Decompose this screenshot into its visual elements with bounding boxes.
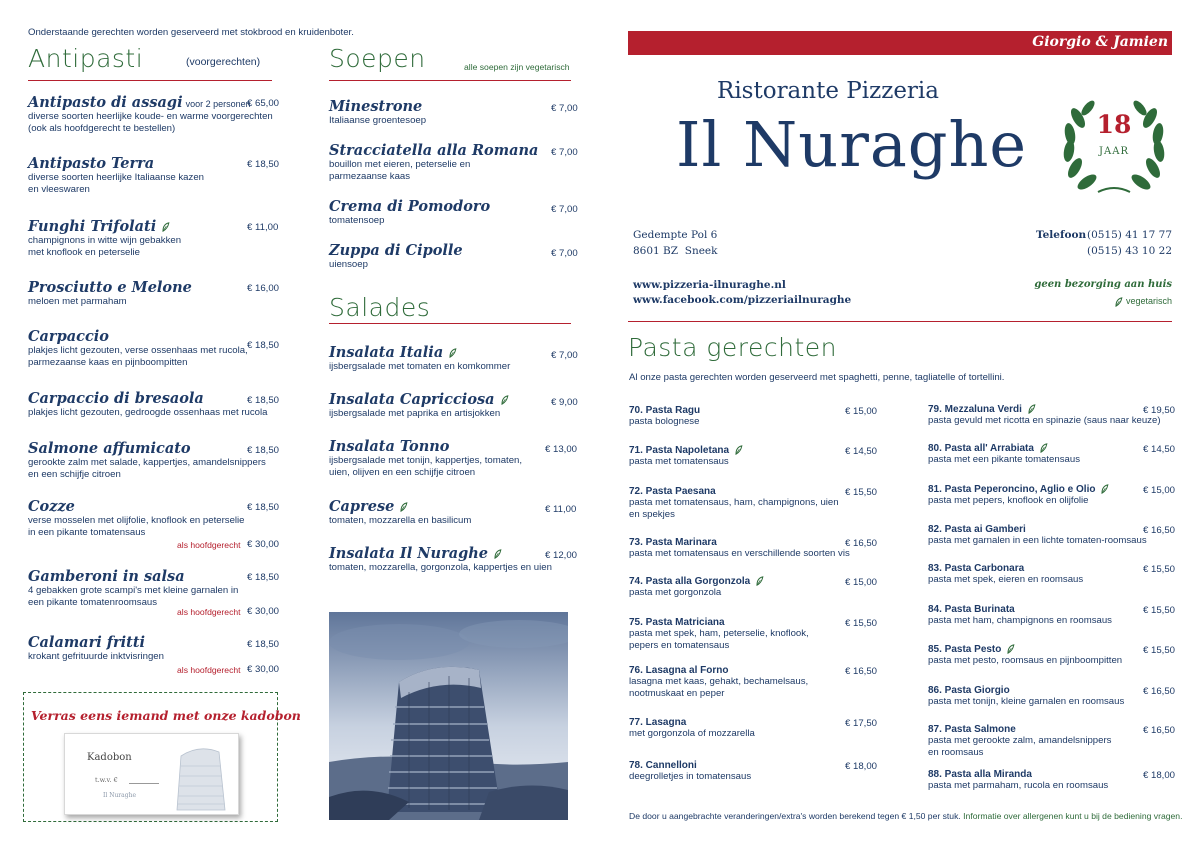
item-desc: tomaten, mozzarella en basilicum: [329, 515, 472, 526]
antipasti-title: Antipasti: [28, 44, 144, 73]
item-desc: pasta met tonijn, kleine garnalen en roomsaus: [928, 696, 1125, 707]
antipasti-rule: [28, 80, 272, 81]
pasta-item-84: [928, 604, 1172, 627]
item-price: € 18,50: [247, 445, 280, 456]
owners-label: Giorgio & Jamien: [1032, 34, 1168, 50]
anniversary-number: 18: [1096, 110, 1132, 139]
item-price: € 11,00: [247, 222, 279, 233]
item-name: 87. Pasta Salmone: [928, 724, 1016, 735]
vegetarian-leaf-icon: [399, 502, 408, 512]
item-name: Insalata Capricciosa: [329, 391, 495, 408]
item-name: 88. Pasta alla Miranda: [928, 769, 1032, 780]
item-desc: pasta met spek, ham, peterselie, knoflook,: [629, 628, 809, 639]
pasta-item-81: [928, 484, 1172, 507]
item-price: € 15,00: [845, 406, 878, 417]
salad-item-il-nuraghe: [329, 545, 574, 574]
item-price: € 15,50: [845, 618, 878, 629]
item-price: € 7,00: [551, 103, 578, 114]
menu-item-antipasto-assagi: [28, 94, 278, 135]
item-desc: pasta met pesto, roomsaus en pijnboompitten: [928, 655, 1123, 666]
gift-voucher-box: [23, 692, 301, 822]
item-desc: en vleeswaren: [28, 184, 90, 195]
item-price: € 18,00: [845, 761, 878, 772]
item-name: Caprese: [329, 498, 395, 515]
item-desc: ijsbergsalade met paprika en artisjokken: [329, 408, 501, 419]
item-desc: pepers en tomatensaus: [629, 640, 730, 651]
item-name: 77. Lasagna: [629, 717, 687, 728]
item-name: Gamberoni in salsa: [28, 568, 185, 585]
item-desc: 4 gebakken grote scampi's met kleine garnalen in: [28, 585, 239, 596]
vegetarian-leaf-icon: [1039, 443, 1048, 453]
item-desc: uiensoep: [329, 259, 368, 270]
item-desc: uien, olijven en een schijfje citroen: [329, 467, 476, 478]
item-name: 73. Pasta Marinara: [629, 537, 717, 548]
item-desc: deegrolletjes in tomatensaus: [629, 771, 752, 782]
item-desc: bouillon met eieren, peterselie en: [329, 159, 471, 170]
phone-number-1: (0515) 41 17 77: [1086, 229, 1172, 241]
pasta-item-87: [928, 724, 1172, 759]
pasta-item-83: [928, 563, 1172, 586]
item-price: € 18,50: [247, 639, 280, 650]
phone-label: Telefoon: [1036, 229, 1087, 241]
item-desc: plakjes licht gezouten, gedroogde ossenhaas met rucola: [28, 407, 268, 418]
item-name: Stracciatella alla Romana: [329, 142, 539, 159]
item-desc: champignons in witte wijn gebakken: [28, 235, 182, 246]
item-price: € 19,50: [1143, 405, 1176, 416]
voucher-card-line: [129, 783, 159, 784]
item-desc: pasta met parmaham, rucola en roomsaus: [928, 780, 1109, 791]
pasta-item-82: [928, 524, 1172, 547]
item-name: Insalata Tonno: [329, 438, 450, 455]
item-name: 84. Pasta Burinata: [928, 604, 1015, 615]
vegetarian-leaf-icon: [755, 576, 764, 586]
item-desc: tomatensoep: [329, 215, 385, 226]
main-course-price: € 30,00: [247, 664, 280, 675]
item-desc: met gorgonzola of mozzarella: [629, 728, 755, 739]
footer-allergens: Informatie over allergenen kunt u bij de bediening vragen.: [963, 811, 1183, 821]
item-desc: pasta met een pikante tomatensaus: [928, 454, 1080, 465]
vegetarian-leaf-icon: [734, 445, 743, 455]
item-price: € 7,00: [551, 248, 578, 259]
item-price: € 11,00: [545, 504, 577, 515]
item-desc: Italiaanse groentesoep: [329, 115, 427, 126]
item-price: € 9,00: [551, 397, 578, 408]
soup-item-minestrone: [329, 98, 574, 127]
restaurant-name: Il Nuraghe: [676, 108, 1028, 181]
item-price: € 7,00: [551, 350, 578, 361]
address-line-2: 8601 BZ Sneek: [633, 245, 718, 257]
item-price: € 18,50: [247, 340, 280, 351]
item-desc: pasta met tomatensaus en verschillende soorten vis: [629, 548, 850, 559]
item-name: 78. Cannelloni: [629, 760, 697, 771]
voucher-card-logo: Il Nuraghe: [103, 792, 137, 799]
item-name: Calamari fritti: [28, 634, 146, 651]
item-price: € 18,50: [247, 159, 280, 170]
vegetarian-leaf-icon: [1006, 644, 1015, 654]
soepen-note: alle soepen zijn vegetarisch: [464, 62, 570, 72]
salades-title: Salades: [329, 293, 431, 322]
item-desc: pasta bolognese: [629, 416, 700, 427]
item-desc: parmezaanse kaas: [329, 171, 411, 182]
item-desc: nootmuskaat en peper: [629, 688, 725, 699]
item-price: € 16,50: [845, 538, 878, 549]
soepen-title: Soepen: [329, 44, 426, 73]
item-desc: tomaten, mozzarella, gorgonzola, kappertjes en uien: [329, 562, 552, 573]
restaurant-subtitle: Ristorante Pizzeria: [717, 78, 939, 104]
item-price: € 14,50: [1143, 444, 1176, 455]
delivery-note: geen bezorging aan huis: [1034, 279, 1172, 290]
pasta-item-80: [928, 443, 1172, 466]
item-name: Carpaccio: [28, 328, 109, 345]
facebook-link[interactable]: www.facebook.com/pizzeriailnuraghe: [633, 294, 852, 306]
item-note: voor 2 personen: [185, 99, 251, 109]
item-name: 79. Mezzaluna Verdi: [928, 404, 1022, 415]
vegetarian-leaf-icon: [1027, 404, 1036, 414]
item-price: € 15,50: [845, 487, 878, 498]
menu-item-antipasto-terra: [28, 155, 278, 196]
item-desc: in een pikante tomatensaus: [28, 527, 146, 538]
item-name: 81. Pasta Peperoncino, Aglio e Olio: [928, 484, 1096, 495]
item-price: € 7,00: [551, 204, 578, 215]
soup-item-stracciatella: [329, 142, 574, 183]
gift-voucher-card: [64, 733, 239, 815]
item-name: Insalata Il Nuraghe: [329, 545, 489, 562]
menu-item-calamari: [28, 634, 278, 663]
salad-item-italia: [329, 344, 574, 373]
item-desc: pasta met gerookte zalm, amandelsnippers: [928, 735, 1112, 746]
item-name: Zuppa di Cipolle: [329, 242, 463, 259]
nuraghe-tower-photo: [329, 612, 568, 820]
item-price: € 18,00: [1143, 770, 1176, 781]
item-desc: diverse soorten heerlijke koude- en warme voorgerechten: [28, 111, 273, 122]
item-name: Carpaccio di bresaola: [28, 390, 204, 407]
vegetarian-leaf-icon: [493, 549, 502, 559]
item-desc: pasta met spek, eieren en roomsaus: [928, 574, 1084, 585]
main-course-label: als hoofdgerecht: [177, 607, 241, 617]
item-price: € 16,00: [247, 283, 280, 294]
item-desc: pasta met garnalen in een lichte tomaten-roomsaus: [928, 535, 1147, 546]
item-price: € 18,50: [247, 502, 280, 513]
item-name: Minestrone: [329, 98, 423, 115]
item-price: € 15,00: [845, 577, 878, 588]
main-course-label: als hoofdgerecht: [177, 665, 241, 675]
pasta-item-85: [928, 644, 1172, 667]
anniversary-laurel-icon: [1056, 88, 1172, 200]
item-price: € 65,00: [247, 98, 280, 109]
item-price: € 13,00: [545, 444, 578, 455]
main-course-price: € 30,00: [247, 539, 280, 550]
menu-item-salmone: [28, 440, 278, 481]
item-name: Cozze: [28, 498, 75, 515]
item-desc: pasta met tomatensaus: [629, 456, 729, 467]
address-line-1: Gedempte Pol 6: [633, 229, 718, 241]
pasta-item-79: [928, 404, 1172, 427]
item-desc: met knoflook en peterselie: [28, 247, 140, 258]
soup-item-crema-pomodoro: [329, 198, 574, 227]
item-desc: parmezaanse kaas en pijnboompitten: [28, 357, 188, 368]
item-price: € 16,50: [1143, 686, 1176, 697]
item-name: 83. Pasta Carbonara: [928, 563, 1025, 574]
menu-item-funghi: [28, 218, 278, 259]
item-price: € 14,50: [845, 446, 878, 457]
item-price: € 15,50: [1143, 564, 1176, 575]
anniversary-label: JAAR: [1099, 146, 1129, 157]
vegetarian-leaf-icon: [1114, 297, 1123, 307]
pasta-item-88: [928, 769, 1172, 792]
footer-note: [629, 811, 1183, 821]
item-desc: gerookte zalm met salade, kappertjes, amandelsnippers: [28, 457, 266, 468]
salad-item-capricciosa: [329, 391, 574, 420]
item-desc: pasta gevuld met ricotta en spinazie (saus naar keuze): [928, 415, 1161, 426]
vegetarian-leaf-icon: [1100, 484, 1109, 494]
item-desc: pasta met tomatensaus, ham, champignons, uien: [629, 497, 839, 508]
soup-item-zuppa-cipolle: [329, 242, 574, 271]
item-desc: pasta met pepers, knoflook en olijfolie: [928, 495, 1089, 506]
item-desc: lasagna met kaas, gehakt, bechamelsaus,: [629, 676, 809, 687]
gift-voucher-title: Verras eens iemand met onze kadobon: [31, 708, 301, 723]
item-name: 75. Pasta Matriciana: [629, 617, 725, 628]
main-course-label: als hoofdgerecht: [177, 540, 241, 550]
item-name: Insalata Italia: [329, 344, 444, 361]
antipasti-subtitle: (voorgerechten): [186, 56, 261, 68]
item-desc: verse mosselen met olijfolie, knoflook en peterselie: [28, 515, 245, 526]
item-desc: plakjes licht gezouten, verse ossenhaas met rucola,: [28, 345, 248, 356]
vegetarian-leaf-icon: [448, 348, 457, 358]
website-link[interactable]: www.pizzeria-ilnuraghe.nl: [633, 279, 786, 291]
item-name: 86. Pasta Giorgio: [928, 685, 1010, 696]
item-desc: en spekjes: [629, 509, 675, 520]
vegetarian-leaf-icon: [161, 222, 170, 232]
voucher-card-value: t.w.v. €: [95, 776, 118, 784]
item-name: 82. Pasta ai Gamberi: [928, 524, 1026, 535]
soepen-rule: [329, 80, 571, 81]
item-name: 85. Pasta Pesto: [928, 644, 1002, 655]
item-desc: krokant gefrituurde inktvisringen: [28, 651, 164, 662]
item-name: 72. Pasta Paesana: [629, 486, 716, 497]
item-price: € 18,50: [247, 395, 280, 406]
item-desc: ijsbergsalade met tonijn, kappertjes, tomaten,: [329, 455, 523, 466]
vegetarian-legend-label: vegetarisch: [1125, 296, 1172, 306]
pasta-intro: Al onze pasta gerechten worden geserveerd met spaghetti, penne, tagliatelle of tortellini.: [629, 372, 1005, 383]
item-price: € 18,50: [247, 572, 280, 583]
pasta-title: Pasta gerechten: [628, 333, 837, 362]
salad-item-caprese: [329, 498, 577, 527]
intro-text: Onderstaande gerechten worden geserveerd met stokbrood en kruidenboter.: [28, 27, 354, 38]
item-name: 71. Pasta Napoletana: [629, 445, 730, 456]
item-price: € 17,50: [845, 718, 878, 729]
footer-extras: De door u aangebrachte veranderingen/extra's worden berekend tegen € 1,50 per stuk.: [629, 811, 961, 821]
vegetarian-legend: [1080, 296, 1172, 307]
phone-number-2: (0515) 43 10 22: [1086, 245, 1172, 257]
item-price: € 12,00: [545, 550, 578, 561]
item-price: € 16,50: [1143, 725, 1176, 736]
vegetarian-leaf-icon: [500, 395, 509, 405]
item-desc: ijsbergsalade met tomaten en komkommer: [329, 361, 511, 372]
salades-rule: [329, 323, 571, 324]
item-desc: meloen met parmaham: [28, 296, 127, 307]
menu-item-cozze: [28, 498, 278, 539]
item-name: 76. Lasagna al Forno: [629, 665, 729, 676]
menu-item-carpaccio-bresaola: [28, 390, 278, 419]
menu-item-gamberoni: [28, 568, 278, 609]
item-price: € 15,00: [1143, 485, 1176, 496]
menu-item-carpaccio: [28, 328, 278, 369]
item-price: € 7,00: [551, 147, 578, 158]
item-desc-highlight: (ook als hoofdgerecht te bestellen): [28, 123, 176, 134]
item-desc: en roomsaus: [928, 747, 984, 758]
item-desc: een pikante tomatenroomsaus: [28, 597, 158, 608]
item-price: € 16,50: [1143, 525, 1176, 536]
menu-item-prosciutto: [28, 279, 278, 308]
item-desc: pasta met ham, champignons en roomsaus: [928, 615, 1112, 626]
item-desc: en een schijfje citroen: [28, 469, 121, 480]
item-price: € 16,50: [845, 666, 878, 677]
item-desc: pasta met gorgonzola: [629, 587, 722, 598]
pasta-item-86: [928, 685, 1172, 708]
item-name: Antipasto Terra: [28, 155, 155, 172]
item-price: € 15,50: [1143, 645, 1176, 656]
main-course-price: € 30,00: [247, 606, 280, 617]
item-name: 80. Pasta all' Arrabiata: [928, 443, 1034, 454]
item-name: Prosciutto e Melone: [28, 279, 192, 296]
item-desc: diverse soorten heerlijke Italiaanse kazen: [28, 172, 204, 183]
item-price: € 15,50: [1143, 605, 1176, 616]
item-name: Funghi Trifolati: [28, 218, 157, 235]
voucher-tower-image: [163, 738, 237, 812]
voucher-card-title: Kadobon: [87, 752, 132, 763]
item-name: Crema di Pomodoro: [329, 198, 491, 215]
contact-rule: [628, 321, 1172, 322]
salad-item-tonno: [329, 438, 574, 479]
item-name: 74. Pasta alla Gorgonzola: [629, 576, 751, 587]
item-name: Antipasto di assagi: [28, 94, 183, 111]
item-name: Salmone affumicato: [28, 440, 191, 457]
item-name: 70. Pasta Ragu: [629, 405, 701, 416]
